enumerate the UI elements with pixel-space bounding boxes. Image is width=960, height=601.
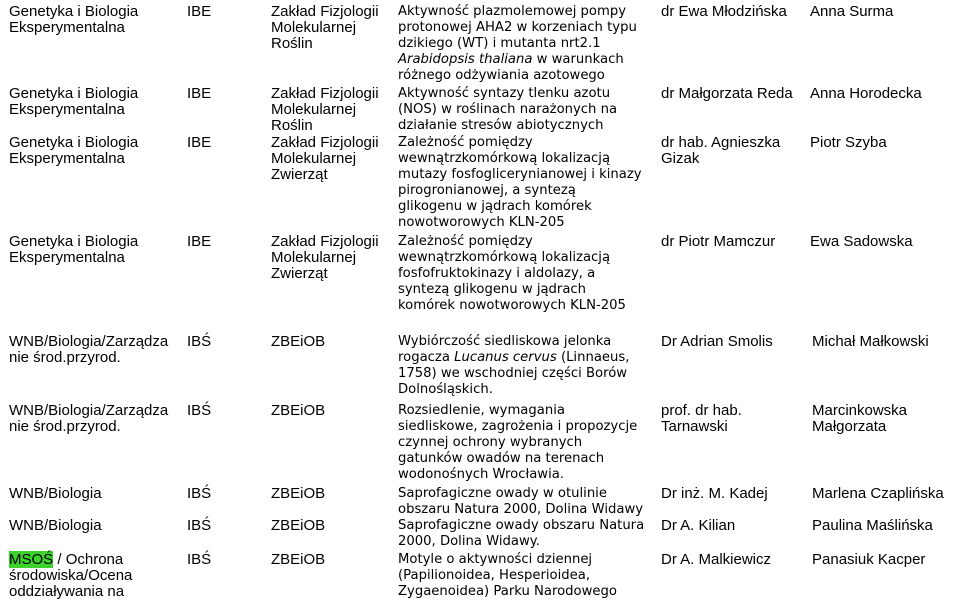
supervisor-cell: Dr Adrian Smolis [661, 333, 773, 350]
thesis-title-cell: Aktywność syntazy tlenku azotu (NOS) w roślinach narażonych na działanie stresów abiotycznych [398, 86, 618, 133]
supervisor-cell: dr Ewa Młodzińska [661, 3, 787, 20]
supervisor-cell: Dr A. Kilian [661, 517, 736, 534]
species-name: Arabidopsis thaliana [398, 52, 533, 67]
student-cell: Paulina Maślińska [812, 517, 933, 534]
faculty-cell: Genetyka i Biologia Eksperymentalna [9, 85, 139, 118]
supervisor-cell: dr hab. Agnieszka Gizak [661, 134, 781, 167]
thesis-title-cell [398, 334, 629, 398]
student-cell: Piotr Szyba [810, 134, 887, 151]
unit-cell: ZBEiOB [271, 517, 326, 534]
unit-cell: ZBEiOB [271, 551, 326, 568]
unit-cell: ZBEiOB [271, 333, 326, 350]
student-cell: Panasiuk Kacper [812, 551, 926, 568]
faculty-cell [9, 552, 132, 600]
title-text: Aktywność plazmolemowej pompy protonowej AHA2 w korzeniach typu dzikiego (WT) i mutanta nrt2.1 [398, 4, 637, 51]
thesis-title-cell: Zależność pomiędzy wewnątrzkomórkową lokalizacją mutazy fosfoglicerynianowej i kinazy pirogronianowej, a syntezą glikogenu w jądrach komórek nowotworowych KLN-205 [398, 135, 642, 230]
student-cell: Ewa Sadowska [810, 233, 913, 250]
student-cell: Anna Horodecka [810, 85, 922, 102]
thesis-title-cell [398, 4, 637, 84]
student-cell: Anna Surma [810, 3, 894, 20]
unit-cell: Zakład Fizjologii Molekularnej Roślin [271, 85, 379, 134]
unit-cell: ZBEiOB [271, 402, 326, 419]
student-cell: Michał Małkowski [812, 333, 929, 350]
supervisor-cell: Dr inż. M. Kadej [661, 485, 768, 502]
institute-code-cell: IBŚ [187, 485, 212, 502]
faculty-cell: WNB/Biologia/Zarządza nie środ.przyrod. [9, 333, 169, 366]
institute-code-cell: IBE [187, 3, 212, 20]
supervisor-cell: dr Piotr Mamczur [661, 233, 776, 250]
student-cell: Marcinkowska Małgorzata [812, 402, 908, 435]
thesis-title-cell: Rozsiedlenie, wymagania siedliskowe, zagrożenia i propozycje czynnej ochrony wybranych gatunków owadów na terenach wodonośnych Wrocławia. [398, 403, 638, 482]
unit-cell: Zakład Fizjologii Molekularnej Roślin [271, 3, 379, 52]
faculty-cell: Genetyka i Biologia Eksperymentalna [9, 3, 139, 36]
thesis-title-cell: Zależność pomiędzy wewnątrzkomórkową lokalizacją fosfofruktokinazy i aldolazy, a syntezą glikogenu w jądrach komórek nowotworowych KLN-205 [398, 234, 626, 313]
thesis-title-cell: Saprofagiczne owady obszaru Natura 2000, Dolina Widawy. [398, 518, 645, 549]
faculty-text: / Ochrona środowiska/Ocena oddziaływania na [9, 551, 133, 600]
institute-code-cell: IBE [187, 134, 212, 151]
institute-code-cell: IBŚ [187, 517, 212, 534]
faculty-cell: WNB/Biologia [9, 517, 102, 534]
unit-cell: Zakład Fizjologii Molekularnej Zwierząt [271, 233, 379, 282]
faculty-cell: Genetyka i Biologia Eksperymentalna [9, 233, 139, 266]
thesis-title-cell: Motyle o aktywności dziennej (Papilionoidea, Hesperioidea, Zygaenoidea) Parku Narodowego [398, 552, 617, 599]
institute-code-cell: IBŚ [187, 333, 212, 350]
title-text: (Linnaeus, 1758) we wschodniej części Borów Dolnośląskich. [398, 350, 630, 397]
faculty-cell: WNB/Biologia/Zarządza nie środ.przyrod. [9, 402, 169, 435]
supervisor-cell: Dr A. Malkiewicz [661, 551, 772, 568]
supervisor-cell: prof. dr hab. Tarnawski [661, 402, 742, 435]
faculty-cell: Genetyka i Biologia Eksperymentalna [9, 134, 139, 167]
thesis-title-cell: Saprofagiczne owady w otulinie obszaru Natura 2000, Dolina Widawy [398, 486, 644, 517]
title-text: w warunkach różnego odżywiania azotowego [398, 52, 624, 83]
unit-cell: Zakład Fizjologii Molekularnej Zwierząt [271, 134, 379, 183]
institute-code-cell: IBŚ [187, 551, 212, 568]
faculty-cell: WNB/Biologia [9, 485, 102, 502]
student-cell: Marlena Czaplińska [812, 485, 944, 502]
title-text: Wybiórczość siedliskowa jelonka rogacza [398, 334, 612, 365]
institute-code-cell: IBE [187, 233, 212, 250]
institute-code-cell: IBŚ [187, 402, 212, 419]
species-name: Lucanus cervus [454, 350, 557, 365]
supervisor-cell: dr Małgorzata Reda [661, 85, 793, 102]
unit-cell: ZBEiOB [271, 485, 326, 502]
highlighted-program-code: MSOŚ [9, 551, 54, 568]
institute-code-cell: IBE [187, 85, 212, 102]
